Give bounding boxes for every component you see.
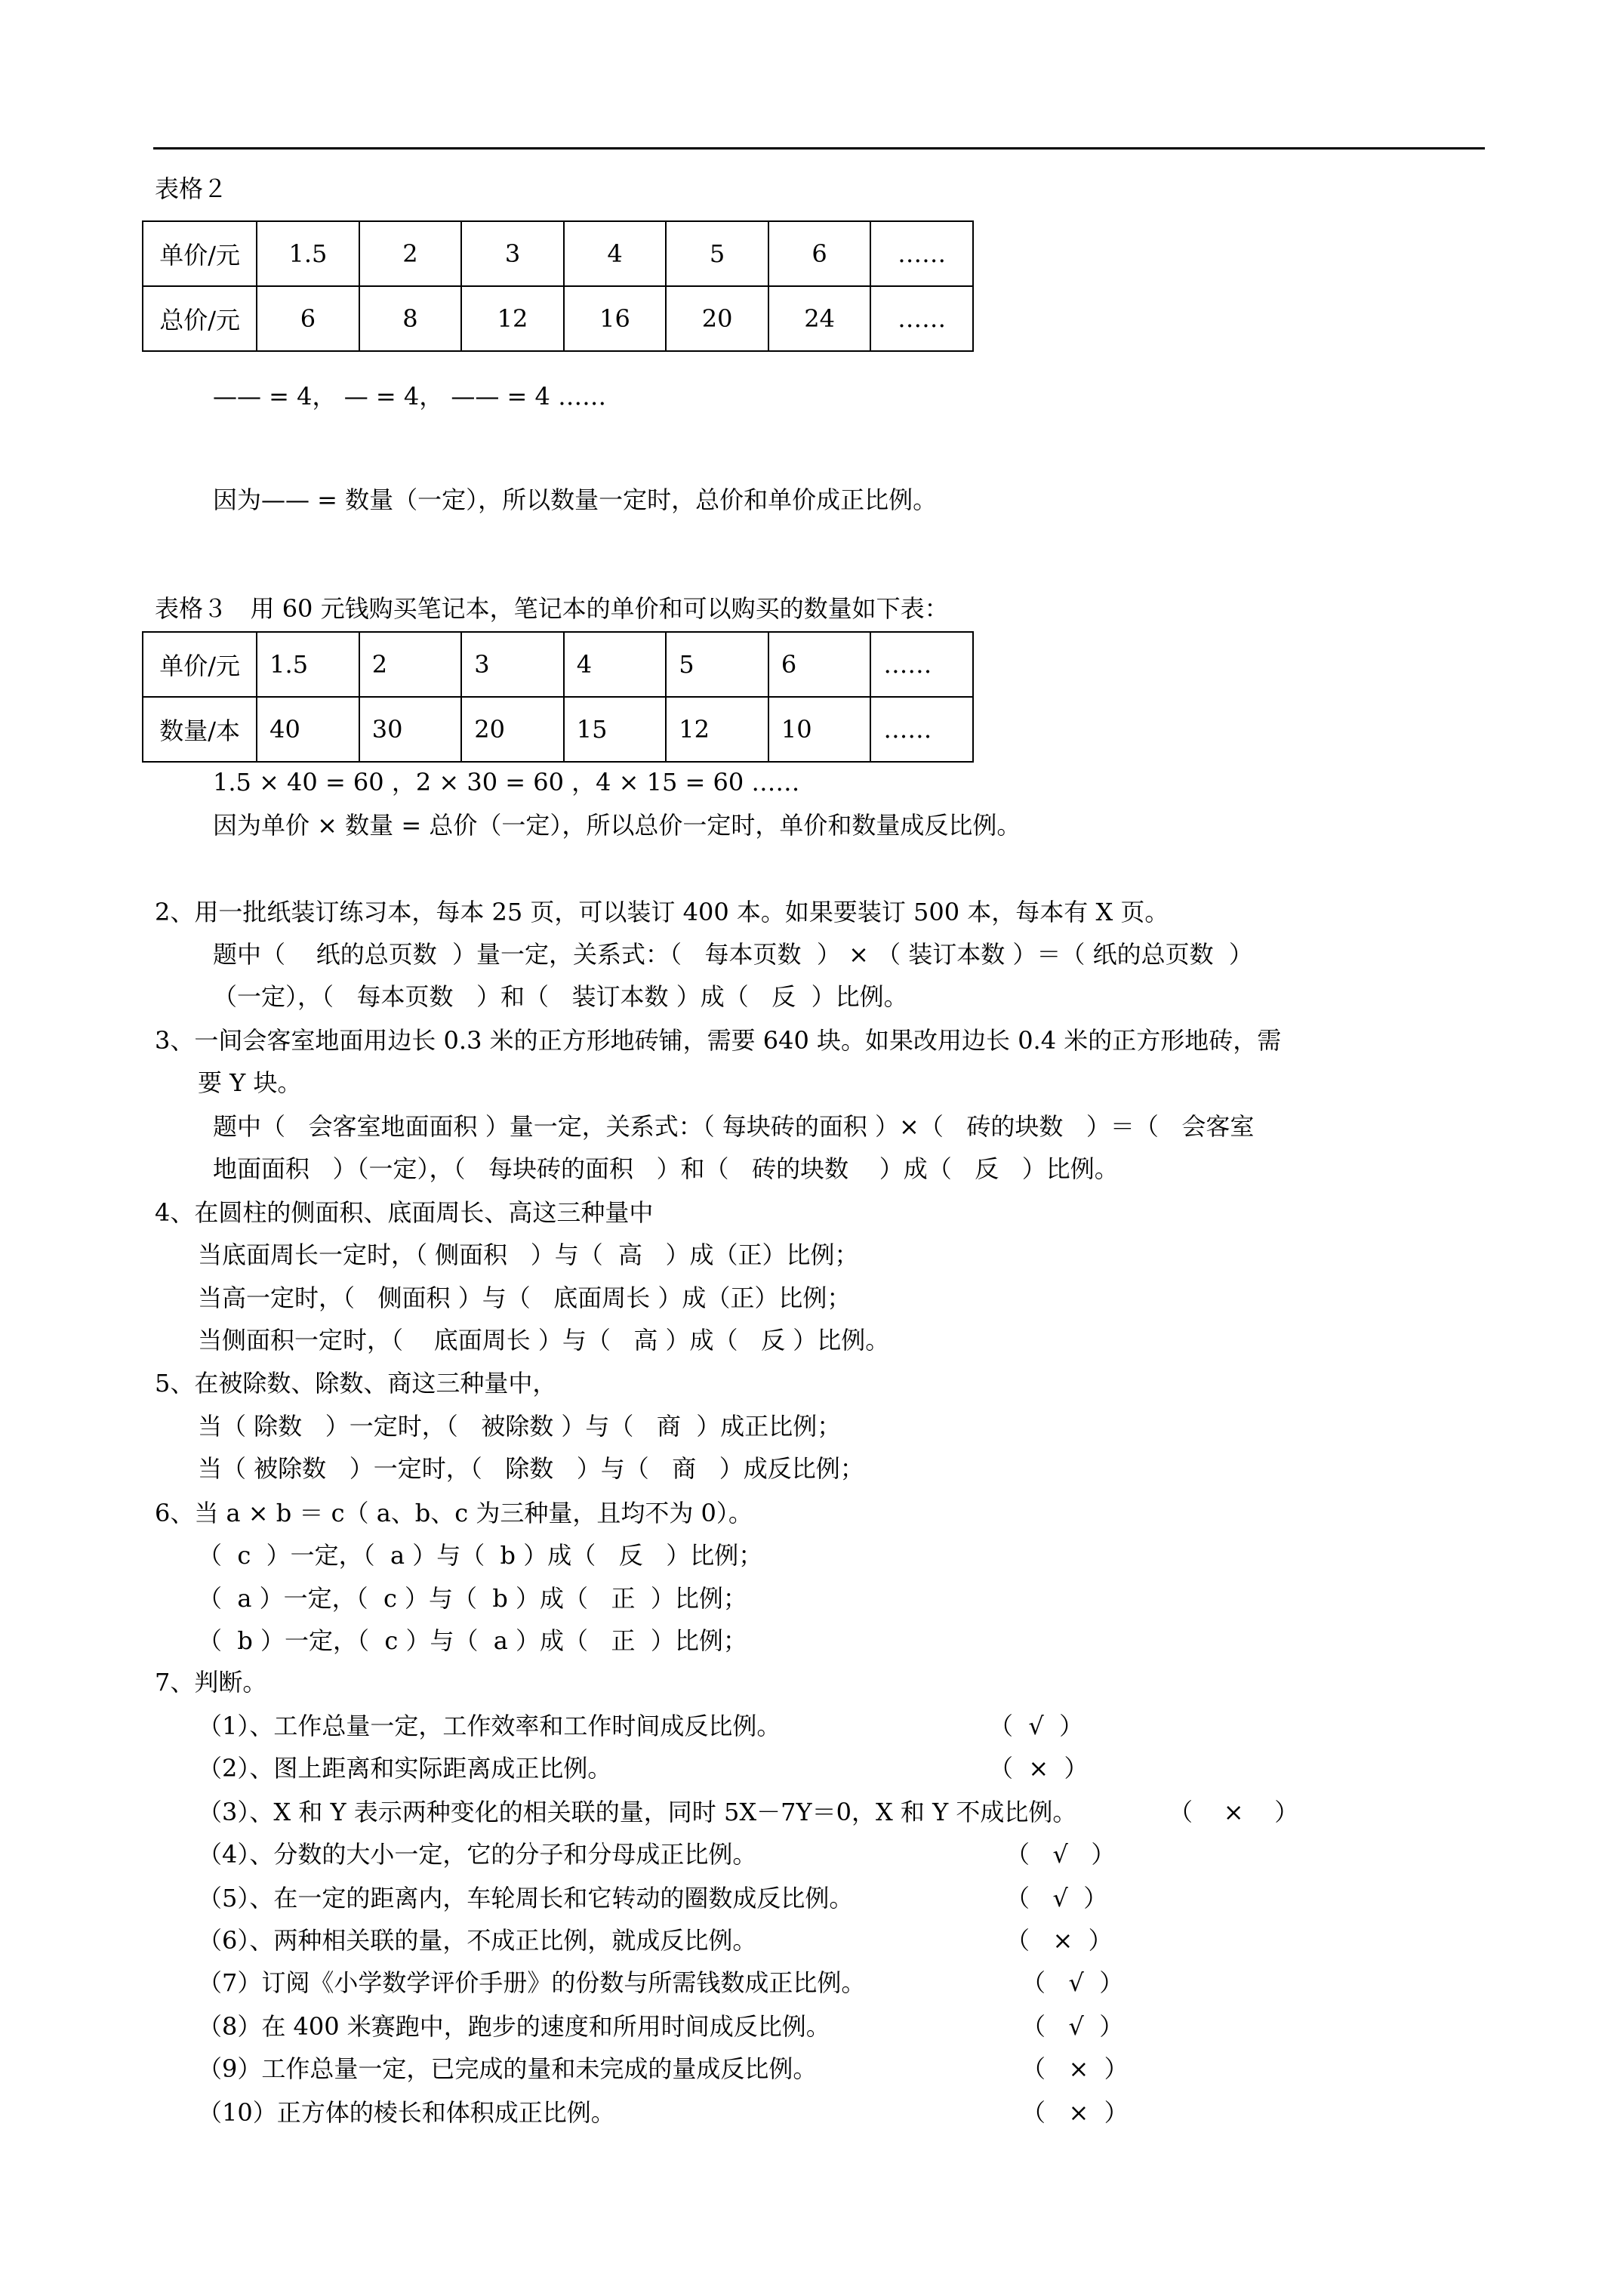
q2-line-3: （一定），（ 每本页数 ）和（ 装订本数 ）成（ 反 ）比例。	[213, 982, 908, 1011]
table-cell: 5	[666, 221, 768, 286]
q4-stem: 4、在圆柱的侧面积、底面周长、高这三种量中	[155, 1198, 654, 1227]
q6-line: （ c ）一定，（ a ）与（ b ）成（ 反 ）比例；	[198, 1541, 763, 1570]
judgement-answer: （ × ）	[1169, 1798, 1299, 1826]
q3-stem: 3、一间会客室地面用边长 0.3 米的正方形地砖铺，需要 640 块。如果改用边长 0.4 米的正方形地砖，需	[155, 1026, 1282, 1055]
judgement-item: （10）正方体的棱长和体积成正比例。	[198, 2098, 615, 2127]
q2-line-2: 题中（ 纸的总页数 ）量一定，关系式：（ 每本页数 ） × （ 装订本数 ）＝（ 纸的总页数 ）	[213, 940, 1253, 969]
table-cell: 10	[768, 697, 871, 762]
table-cell: 20	[461, 697, 564, 762]
table-cell: 单价/元	[143, 632, 257, 697]
table3	[142, 631, 974, 763]
judgement-item: （1）、工作总量一定，工作效率和工作时间成反比例。	[198, 1712, 781, 1740]
table2-title: 表格２	[155, 174, 228, 203]
q5-line: 当（ 除数 ）一定时，（ 被除数 ）与（ 商 ）成正比例；	[198, 1412, 842, 1441]
table-cell: 3	[461, 221, 564, 286]
table-cell: 20	[666, 286, 768, 351]
table-cell: 数量/本	[143, 697, 257, 762]
table2-ratio-line: —— = 4， — = 4， —— = 4 ……	[213, 382, 607, 411]
table-cell: 2	[359, 221, 462, 286]
table-cell: 40	[257, 697, 359, 762]
table-cell: 1.5	[257, 632, 359, 697]
judgement-item: （3）、X 和 Y 表示两种变化的相关联的量，同时 5X－7Y＝0，X 和 Y 不成比例。	[198, 1798, 1077, 1826]
q3-line-4: 地面面积 ）（一定），（ 每块砖的面积 ）和（ 砖的块数 ）成（ 反 ）比例。	[213, 1154, 1119, 1183]
table-cell: 15	[564, 697, 667, 762]
table2-row-total	[143, 286, 973, 351]
table2-reason-line: 因为—— = 数量（一定），所以数量一定时，总价和单价成正比例。	[213, 485, 938, 514]
table2-row-price	[143, 221, 973, 286]
q7-title: 7、判断。	[155, 1668, 267, 1697]
table3-row-quantity	[143, 697, 973, 762]
table-cell: ……	[870, 697, 973, 762]
judgement-item: （6）、两种相关联的量，不成正比例，就成反比例。	[198, 1926, 757, 1955]
q5-line: 当（ 被除数 ）一定时，（ 除数 ）与（ 商 ）成反比例；	[198, 1454, 864, 1483]
judgement-answer: （ √ ）	[1021, 2012, 1124, 2041]
table-cell: 总价/元	[143, 286, 257, 351]
judgement-item: （4）、分数的大小一定，它的分子和分母成正比例。	[198, 1840, 757, 1869]
table3-title: 表格３ 用 60 元钱购买笔记本，笔记本的单价和可以购买的数量如下表：	[155, 594, 949, 623]
table-cell: 6	[768, 221, 871, 286]
table2	[142, 220, 974, 352]
q3-stem-cont: 要 Y 块。	[198, 1068, 302, 1097]
table-cell: 24	[768, 286, 871, 351]
judgement-answer: （ √ ）	[1006, 1884, 1108, 1912]
judgement-answer: （ √ ）	[1006, 1840, 1116, 1869]
judgement-item: （5）、在一定的距离内，车轮周长和它转动的圈数成反比例。	[198, 1884, 854, 1912]
q4-line: 当侧面积一定时，（ 底面周长 ）与（ 高 ）成（ 反 ）比例。	[198, 1326, 890, 1354]
table-cell: 30	[359, 697, 462, 762]
q4-line: 当底面周长一定时，（ 侧面积 ）与（ 高 ）成（正）比例；	[198, 1240, 859, 1269]
judgement-answer: （ √ ）	[989, 1712, 1084, 1740]
header-rule	[153, 147, 1485, 149]
judgement-item: （9）工作总量一定，已完成的量和未完成的量成反比例。	[198, 2054, 818, 2083]
table-cell: 12	[461, 286, 564, 351]
table-cell: 6	[768, 632, 871, 697]
q6-line: （ a ）一定，（ c ）与（ b ）成（ 正 ）比例；	[198, 1584, 747, 1613]
judgement-answer: （ × ）	[1006, 1926, 1113, 1955]
table-cell: 12	[666, 697, 768, 762]
judgement-item: （8）在 400 米赛跑中，跑步的速度和所用时间成反比例。	[198, 2012, 830, 2041]
table-cell: 5	[666, 632, 768, 697]
table3-row-price	[143, 632, 973, 697]
judgement-answer: （ √ ）	[1021, 1968, 1124, 1997]
q6-stem: 6、当 a × b ＝ c（ a、b、c 为三种量，且均不为 0）。	[155, 1499, 753, 1527]
table-cell: 3	[461, 632, 564, 697]
q6-line: （ b ）一定，（ c ）与（ a ）成（ 正 ）比例；	[198, 1626, 747, 1655]
table-cell: 16	[564, 286, 667, 351]
q3-line-3: 题中（ 会客室地面面积 ）量一定，关系式：（ 每块砖的面积 ）×（ 砖的块数 ）＝（ 会客室	[213, 1112, 1255, 1141]
q4-line: 当高一定时，（ 侧面积 ）与（ 底面周长 ）成（正）比例；	[198, 1284, 852, 1312]
table-cell: 单价/元	[143, 221, 257, 286]
table-cell: 1.5	[257, 221, 359, 286]
q5-stem: 5、在被除数、除数、商这三种量中，	[155, 1369, 557, 1398]
table-cell: ……	[870, 632, 973, 697]
judgement-answer: （ × ）	[989, 1754, 1089, 1783]
q2-stem: 2、用一批纸装订练习本，每本 25 页，可以装订 400 本。如果要装订 500 本，每本有 X 页。	[155, 898, 1169, 926]
judgement-item: （2）、图上距离和实际距离成正比例。	[198, 1754, 612, 1783]
table-cell: 8	[359, 286, 462, 351]
table-cell: 4	[564, 221, 667, 286]
table-cell: ……	[870, 221, 973, 286]
table3-reason-line: 因为单价 × 数量 = 总价（一定），所以总价一定时，单价和数量成反比例。	[213, 811, 1021, 840]
judgement-answer: （ × ）	[1021, 2098, 1129, 2127]
table-cell: 6	[257, 286, 359, 351]
judgement-item: （7）订阅《小学数学评价手册》的份数与所需钱数成正比例。	[198, 1968, 866, 1997]
table-cell: ……	[870, 286, 973, 351]
table3-product-line: 1.5 × 40 = 60 ，2 × 30 = 60 ，4 × 15 = 60 ……	[213, 768, 800, 797]
judgement-answer: （ × ）	[1021, 2054, 1129, 2083]
table-cell: 4	[564, 632, 667, 697]
table-cell: 2	[359, 632, 462, 697]
